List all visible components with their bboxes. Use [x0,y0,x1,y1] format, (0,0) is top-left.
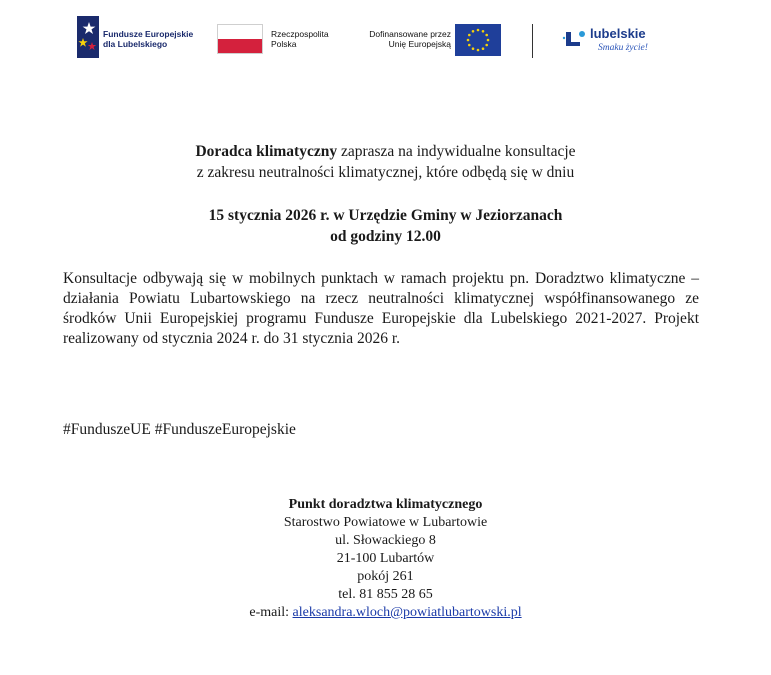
contact-city: 21-100 Lubartów [336,551,435,566]
intro-line1: zaprasza na indywidualne konsultacje [337,143,576,160]
contact-phone: tel. 81 855 28 65 [338,587,433,602]
contact-org: Starostwo Powiatowe w Lubartowie [283,515,488,530]
contact-block [0,496,771,622]
lubelskie-name: lubelskie [590,26,646,41]
project-paragraph: Konsultacje odbywają się w mobilnych punktach w ramach projektu pn. Doradztwo klimatyczne – działania Powiatu Lubartowskiego na rzecz neutralności klimatycznej współfinansowanego ze środków Unii Europejskiej programu Fundusze Europejskie dla Lubelskiego 2021-2027. Projekt realizowany od stycznia 2024 r. do 31 stycznia 2026 r. [63,270,699,347]
eu-flag-icon [455,24,501,56]
fe-line2: dla Lubelskiego [103,39,168,49]
contact-room: pokój 261 [357,569,414,584]
fe-line1: Fundusze Europejskie [103,29,194,39]
lubelskie-slogan: Smaku życie! [598,43,648,53]
contact-street: ul. Słowackiego 8 [335,533,436,548]
fundusze-europejskie-logo [77,16,207,60]
contact-title: Punkt doradztwa klimatycznego [288,497,483,512]
event-date-place: 15 stycznia 2026 r. w Urzędzie Gminy w Jeziorzanach [208,207,563,224]
rzeczpospolita-logo [217,24,347,58]
eu-line1: Dofinansowane przez [369,29,451,39]
intro-text [0,141,771,183]
event-time: od godziny 12.00 [330,228,441,245]
email-link[interactable]: aleksandra.wloch@powiatlubartowski.pl [292,605,522,620]
fe-star-icon [77,16,99,58]
eu-cofinanced-logo [355,24,505,58]
rp-line2: Polska [271,39,297,49]
event-details [0,205,771,247]
advisor-title: Doradca klimatyczny [195,143,338,160]
rp-line1: Rzeczpospolita [271,29,329,39]
logo-bar [0,14,771,66]
email-label: e-mail: [249,605,293,620]
lubelskie-bird-icon [562,26,588,52]
polish-flag-icon [217,24,263,54]
hashtags: #FunduszeUE #FunduszeEuropejskie [63,421,296,438]
logo-divider [532,24,533,58]
lubelskie-logo [562,22,672,62]
eu-line2: Unię Europejską [388,39,451,49]
intro-line2: z zakresu neutralności klimatycznej, które odbędą się w dniu [196,164,575,181]
